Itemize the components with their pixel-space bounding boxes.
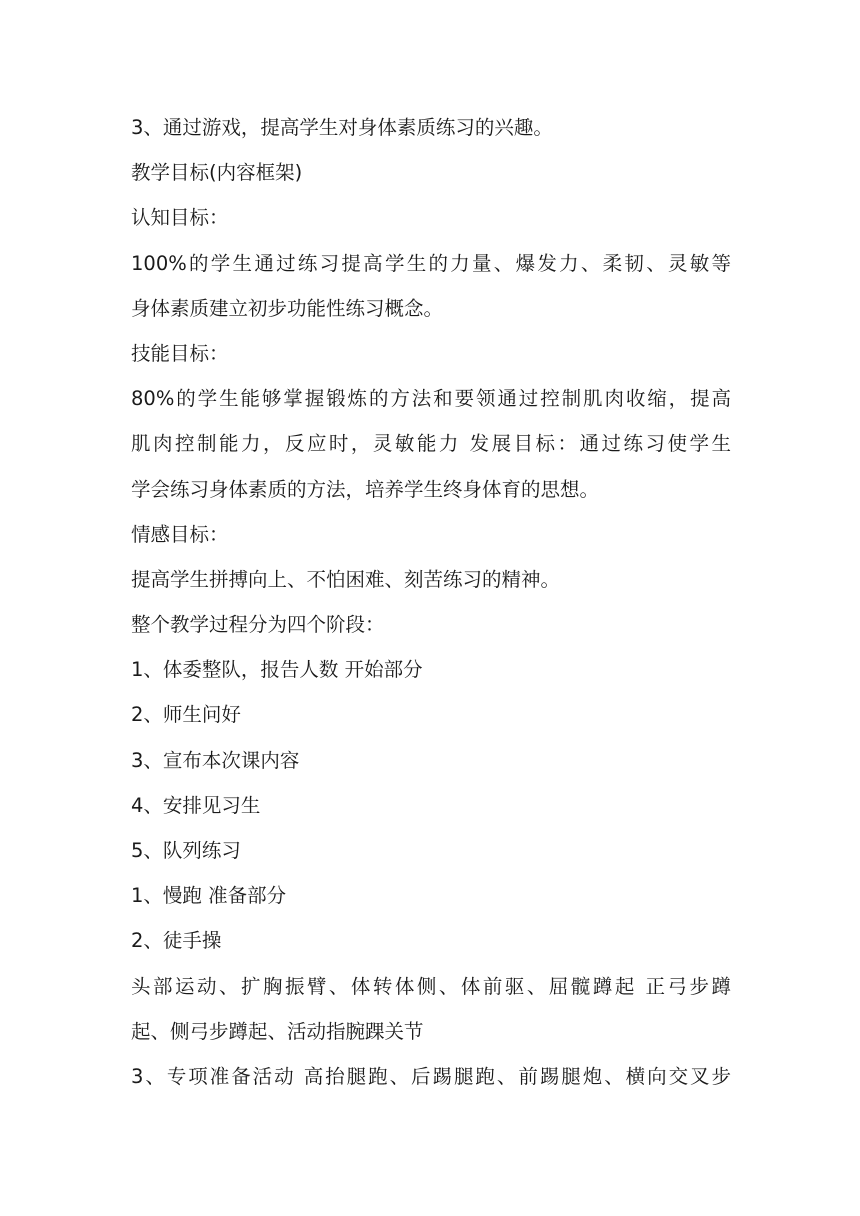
text-line: 4、安排见习生 bbox=[131, 793, 261, 817]
text-line: 5、队列练习 bbox=[131, 839, 241, 862]
document-body bbox=[131, 105, 731, 1099]
text-line: 情感目标： bbox=[131, 522, 229, 546]
text-line: 提高学生拼搏向上、不怕困难、刻苦练习的精神。 bbox=[131, 567, 561, 591]
text-line: 100%的学生通过练习提高学生的力量、爆发力、柔韧、灵敏等 bbox=[131, 251, 731, 275]
text-line: 肌肉控制能力，反应时，灵敏能力 发展目标：通过练习使学生 bbox=[131, 432, 731, 456]
text-line: 2、徒手操 bbox=[131, 929, 222, 953]
text-line: 3、宣布本次课内容 bbox=[131, 748, 300, 772]
text-line: 身体素质建立初步功能性练习概念。 bbox=[131, 296, 444, 320]
text-line: 3、通过游戏，提高学生对身体素质练习的兴趣。 bbox=[131, 116, 553, 139]
text-line: 2、师生问好 bbox=[131, 703, 241, 727]
text-line: 80%的学生能够掌握锻炼的方法和要领通过控制肌肉收缩，提高 bbox=[131, 387, 731, 411]
text-line: 1、慢跑 准备部分 bbox=[131, 884, 287, 908]
text-line: 头部运动、扩胸振臂、体转体侧、体前驱、屈髋蹲起 正弓步蹲 bbox=[131, 974, 731, 998]
text-line: 1、体委整队，报告人数 开始部分 bbox=[131, 658, 423, 682]
text-line: 3、专项准备活动 高抬腿跑、后踢腿跑、前踢腿炮、横向交叉步 bbox=[131, 1064, 731, 1088]
text-line: 整个教学过程分为四个阶段： bbox=[131, 613, 385, 637]
text-line: 技能目标： bbox=[131, 341, 229, 365]
text-line: 教学目标(内容框架) bbox=[131, 161, 303, 185]
text-line: 认知目标： bbox=[131, 206, 229, 230]
text-line: 起、侧弓步蹲起、活动指腕踝关节 bbox=[131, 1019, 424, 1043]
text-line: 学会练习身体素质的方法，培养学生终身体育的思想。 bbox=[131, 477, 600, 501]
